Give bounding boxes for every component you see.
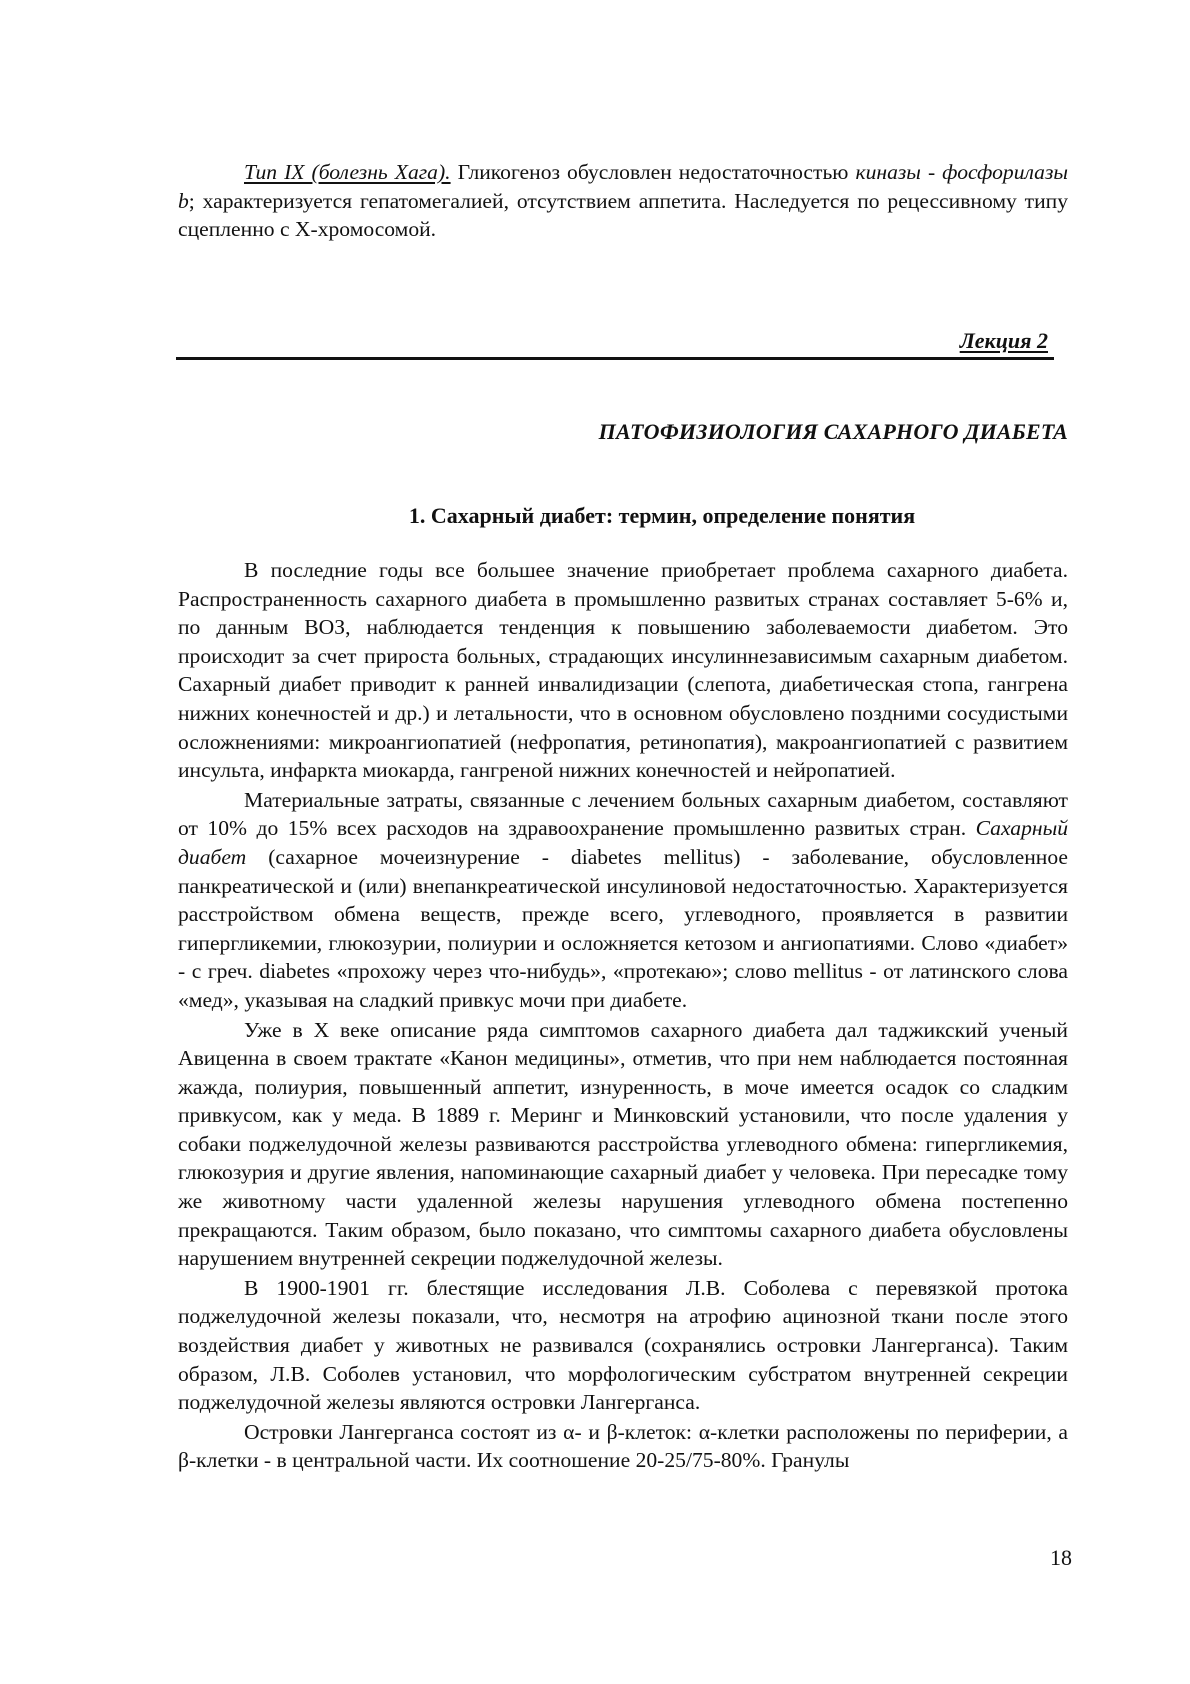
paragraph-history: Уже в X веке описание ряда симптомов сахарного диабета дал таджикский ученый Авиценна в своем трактате «Канон медицины», отметив, что при нем наблюдается постоянная жажда, полиурия, повышенный аппетит, изнуренность, в моче имеется осадок со сладким привкусом, как у меда. В 1889 г. Меринг и Минковский установили, что после удаления у собаки поджелудочной железы развиваются расстройства углеводного обмена: гипергликемия, глюкозурия и другие явления, напоминающие сахарный диабет у человека. При пересадке тому же животному части удаленной железы нарушения углеводного обмена постепенно прекращаются. Таким образом, было показано, что симптомы сахарного диабета обусловлены нарушением внутренней секреции поджелудочной железы. (178, 1017, 1068, 1271)
intro-paragraph (178, 158, 1068, 244)
body-text (178, 556, 1068, 1476)
lecture-label: Лекция 2 (959, 328, 1048, 353)
paragraph-definition-rest: (сахарное мочеизнурение - diabetes mellitus) - заболевание, обусловленное панкреатической и (или) внепанкреатической инсулиновой недостаточностью. Характеризуется расстройством обмена веществ, прежде всего, углеводного, проявляется в развитии гипергликемии, глюкозурии, полиурии и осложняется кетозом и ангиопатиями. Слово «диабет» - с греч. diabetes «прохожу через что-нибудь», «протекаю»; слово mellitus - от латинского слова «мед», указывая на сладкий привкус мочи при диабете. (178, 844, 1068, 1012)
paragraph-islets: Островки Лангерганса состоят из α- и β-клеток: α-клетки расположены по периферии, а β-клетки - в центральной части. Их соотношение 20-25/75-80%. Гранулы (178, 1419, 1068, 1473)
paragraph-definition (178, 786, 1068, 1015)
intro-text-part-2: ; характеризуется гепатомегалией, отсутствием аппетита. Наследуется по рецессивному типу сцепленно с X-хромосомой. (178, 188, 1068, 242)
page-number: 18 (1050, 1545, 1072, 1570)
intro-text-part-1: Гликогеноз обусловлен недостаточностью (450, 160, 856, 184)
chapter-title: ПАТОФИЗИОЛОГИЯ САХАРНОГО ДИАБЕТА (598, 419, 1068, 444)
enzyme-name: киназы - фосфорилазы b (178, 160, 1069, 213)
glycogenosis-type-label: Тип IX (болезнь Хага). (244, 160, 451, 184)
paragraph-sobolev: В 1900-1901 гг. блестящие исследования Л.В. Соболева с перевязкой протока поджелудочной железы показали, что, несмотря на атрофию ацинозной ткани после этого воздействия диабет у животных не развивался (сохранялись островки Лангерганса). Таким образом, Л.В. Соболев установил, что морфологическим субстратом внутренней секреции поджелудочной железы являются островки Лангерганса. (178, 1275, 1068, 1415)
paragraph-definition-lead: Материальные затраты, связанные с лечением больных сахарным диабетом, составляют от 10% до 15% всех расходов на здравоохранение промышленно развитых стран. (178, 787, 1068, 841)
intro-paragraph-block (178, 158, 1068, 244)
section-heading: 1. Сахарный диабет: термин, определение понятия (408, 503, 916, 528)
section-divider-rule (176, 357, 1054, 360)
paragraph-prevalence: В последние годы все большее значение приобретает проблема сахарного диабета. Распространенность сахарного диабета в промышленно развитых странах составляет 5-6% и, по данным ВОЗ, наблюдается тенденция к повышению заболеваемости диабетом. Это происходит за счет прироста больных, страдающих инсулиннезависимым сахарным диабетом. Сахарный диабет приводит к ранней инвалидизации (слепота, диабетическая стопа, гангрена нижних конечностей и др.) и летальности, что в основном обусловлено поздними сосудистыми осложнениями: микроангиопатией (нефропатия, ретинопатия), макроангиопатией с развитием инсульта, инфаркта миокарда, гангреной нижних конечностей и нейропатией. (178, 558, 1068, 783)
term-diabetes: Сахарный диабет (178, 816, 1068, 869)
